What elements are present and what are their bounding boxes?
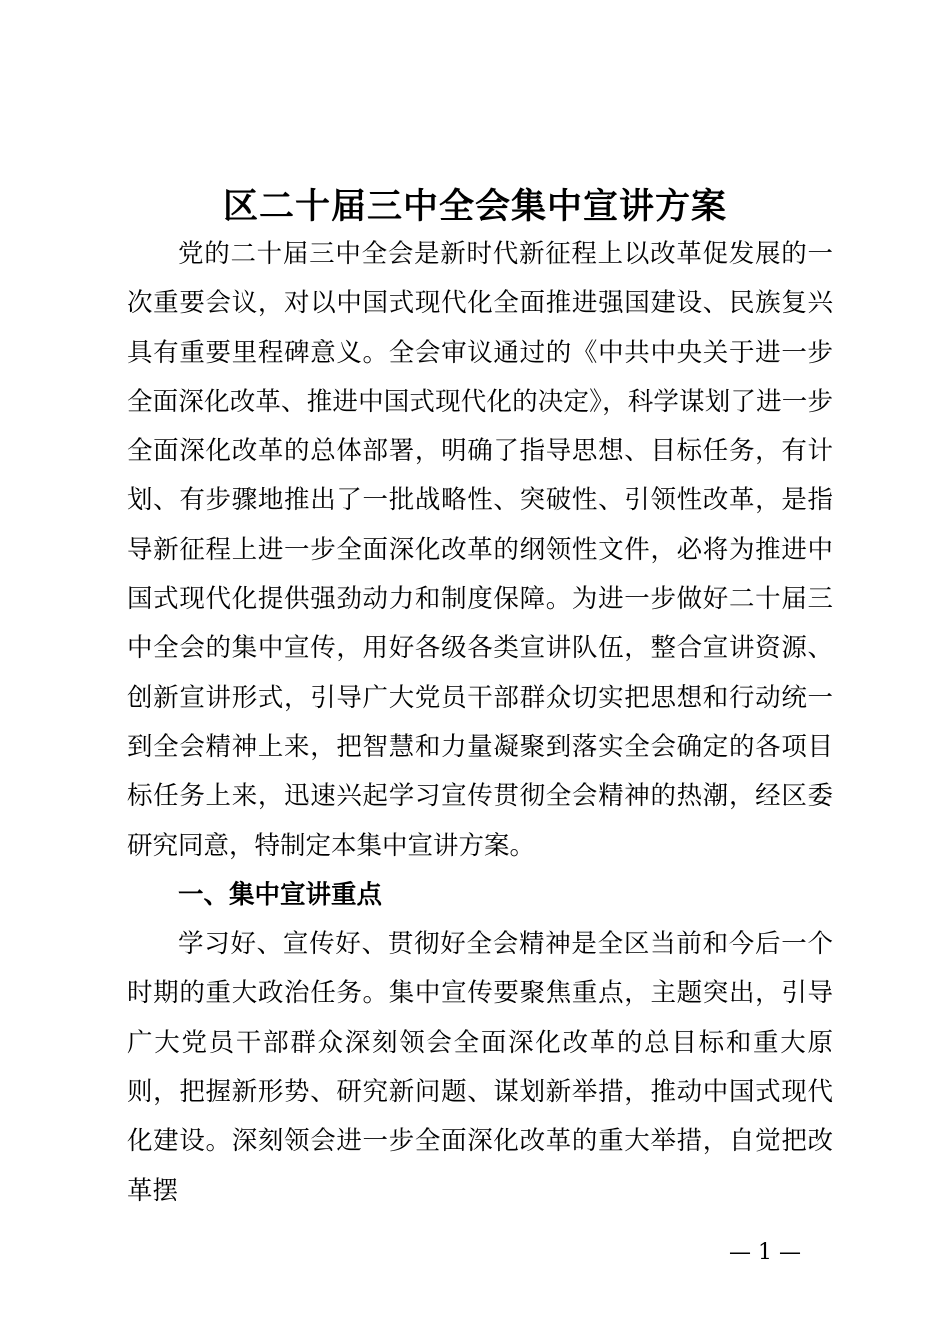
section-heading: 一、集中宣讲重点 — [178, 879, 383, 910]
intro-paragraph: 党的二十届三中全会是新时代新征程上以改革促发展的一次重要会议，对以中国式现代化全面推进强国建设、民族复兴具有重要里程碑意义。全会审议通过的《中共中央关于进一步全面深化改革、推进中国式现代化的决定》，科学谋划了进一步全面深化改革的总体部署，明确了指导思想、目标任务，有计划、有步骤地推出了一批战略性、突破性、引领性改革，是指导新征程上进一步全面深化改革的纲领性文件，必将为推进中国式现代化提供强劲动力和制度保障。为进一步做好二十届三中全会的集中宣传，用好各级各类宣讲队伍，整合宣讲资源、创新宣讲形式，引导广大党员干部群众切实把思想和行动统一到全会精神上来，把智慧和力量凝聚到落实全会确定的各项目标任务上来，迅速兴起学习宣传贯彻全会精神的热潮，经区委研究同意，特制定本集中宣讲方案。 — [127, 239, 833, 861]
document-title: 区二十届三中全会集中宣讲方案 — [222, 187, 727, 227]
page-number: — 1 — — [729, 1240, 801, 1265]
section-paragraph: 学习好、宣传好、贯彻好全会精神是全区当前和今后一个时期的重大政治任务。集中宣传要聚焦重点，主题突出，引导广大党员干部群众深刻领会全面深化改革的总目标和重大原则，把握新形势、研究新问题、谋划新举措，推动中国式现代化建设。深刻领会进一步全面深化改革的重大举措，自觉把改革摆 — [127, 929, 833, 1206]
document-body — [127, 230, 833, 1216]
